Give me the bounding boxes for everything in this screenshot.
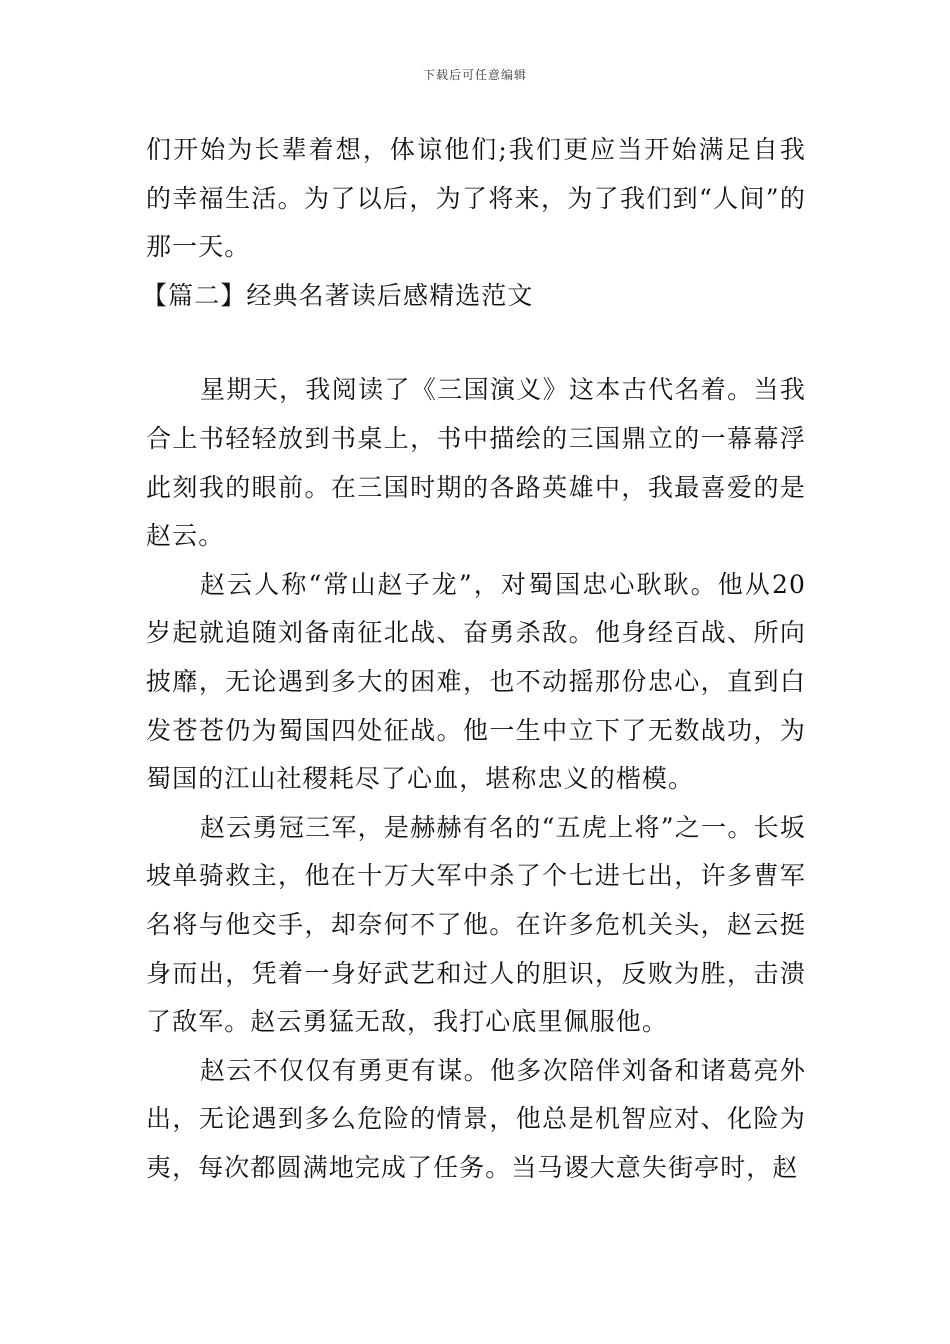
section-spacer — [146, 320, 806, 366]
paragraph-1: 星期天，我阅读了《三国演义》这本古代名着。当我合上书轻轻放到书桌上，书中描绘的三国鼎立的一幕幕浮此刻我的眼前。在三国时期的各路英雄中，我最喜爱的是赵云。 — [146, 375, 806, 551]
header-note: 下载后可任意编辑 — [422, 68, 527, 82]
section-title: 【篇二】经典名著读后感精选范文 — [142, 280, 534, 310]
document-body — [142, 126, 806, 1192]
paragraph-2: 赵云人称“常山赵子龙”，对蜀国忠心耿耿。他从20岁起就追随刘备南征北战、奋勇杀敌。他身经百战、所向披靡，无论遇到多大的困难，也不动摇那份忠心，直到白发苍苍仍为蜀国四处征战。他一生中立下了无数战功，为蜀国的江山社稷耗尽了心血，堪称忠义的楷模。 — [146, 569, 806, 794]
continued-paragraph: 们开始为长辈着想，体谅他们;我们更应当开始满足自我的幸福生活。为了以后，为了将来，为了我们到“人间”的那一天。 — [146, 135, 806, 262]
paragraph-3: 赵云勇冠三军，是赫赫有名的“五虎上将”之一。长坂坡单骑救主，他在十万大军中杀了个七进七出，许多曹军名将与他交手，却奈何不了他。在许多危机关头，赵云挺身而出，凭着一身好武艺和过人的胆识，反败为胜，击溃了敌军。赵云勇猛无敌，我打心底里佩服他。 — [146, 812, 806, 1037]
paragraph-4: 赵云不仅仅有勇更有谋。他多次陪伴刘备和诸葛亮外出，无论遇到多么危险的情景，他总是机智应对、化险为夷，每次都圆满地完成了任务。当马谡大意失街亭时，赵 — [146, 1055, 806, 1182]
